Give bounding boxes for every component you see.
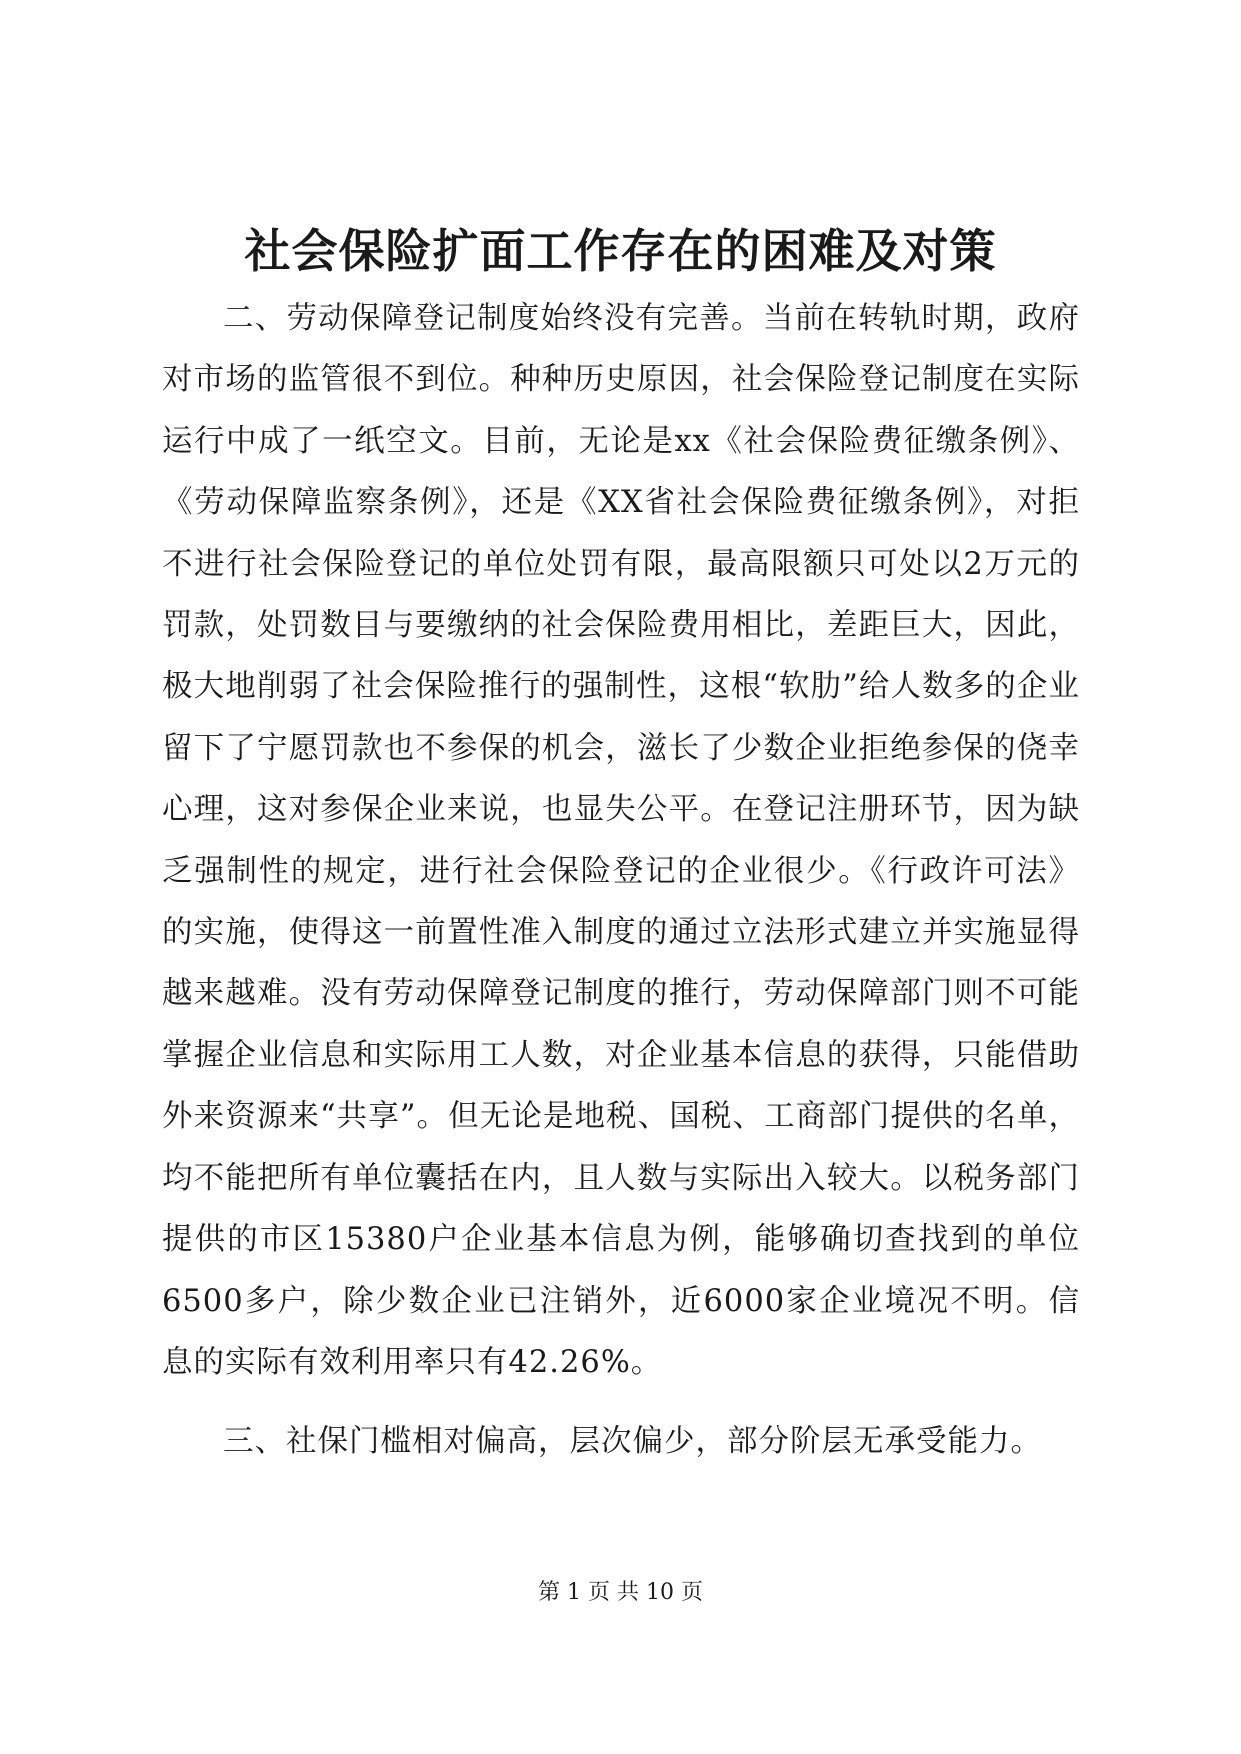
paragraph-social-security-threshold: 三、社保门槛相对偏高，层次偏少，部分阶层无承受能力。 (223, 1424, 1042, 1460)
page-number-footer: 第 1 页 共 10 页 (538, 1580, 703, 1605)
document-title: 社会保险扩面工作存在的困难及对策 (244, 224, 997, 278)
paragraph-labor-registration: 二、劳动保障登记制度始终没有完善。当前在转轨时期，政府对市场的监管很不到位。种种历史原因，社会保险登记制度在实际运行中成了一纸空文。目前，无论是xx《社会保险费征缴条例》、《劳动保障监察条例》，还是《XX省社会保险费征缴条例》，对拒不进行社会保险登记的单位处罚有限，最高限额只可处以2万元的罚款，处罚数目与要缴纳的社会保险费用相比，差距巨大，因此，极大地削弱了社会保险推行的强制性，这根“软肋”给人数多的企业留下了宁愿罚款也不参保的机会，滋长了少数企业拒绝参保的侥幸心理，这对参保企业来说，也显失公平。在登记注册环节，因为缺乏强制性的规定，进行社会保险登记的企业很少。《行政许可法》的实施，使得这一前置性准入制度的通过立法形式建立并实施显得越来越难。没有劳动保障登记制度的推行，劳动保障部门则不可能掌握企业信息和实际用工人数，对企业基本信息的获得，只能借助外来资源来“共享”。但无论是地税、国税、工商部门提供的名单，均不能把所有单位囊括在内，且人数与实际出入较大。以税务部门提供的市区15380户企业基本信息为例，能够确切查找到的单位6500多户，除少数企业已注销外，近6000家企业境况不明。信息的实际有效利用率只有42.26%。 (162, 301, 1080, 1380)
document-body (162, 288, 1080, 1473)
